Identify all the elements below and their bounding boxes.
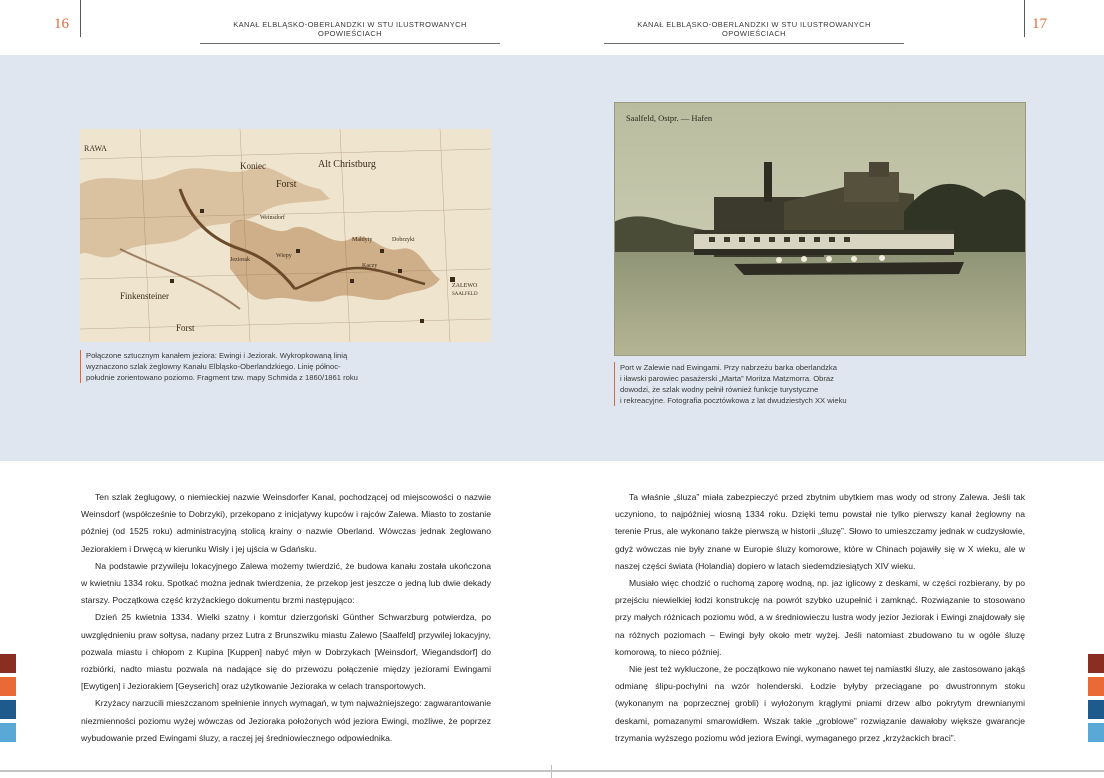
paragraph: Krzyżacy narzucili mieszczanom spełnienie innych wymagań, w tym najważniejszego: zagwarantowanie niezmienności poziomu wyżej wówczas od Jezioraka położonych wód jeziora Ewingi, możliwe, że poprzez wybudowanie przed Ewingami śluzy, a raczej jej średniowiecznego odpowiednika. [81,698,491,743]
page-header [0,0,1104,55]
caption-line: dowodzi, że szlak wodny pełnił również funkcje turystyczne [620,385,819,394]
caption-line: południe zorientowano poziomo. Fragment tzw. mapy Schmida z 1860/1861 roku [86,373,358,382]
map-label: RAWA [84,144,107,153]
map-label: SAALFELD [452,292,478,297]
right-page-number: 17 [1032,16,1047,32]
right-running-title: KANAŁ ELBLĄSKO-OBERLANDZKI W STU ILUSTROWANYCH OPOWIEŚCIACH [604,20,904,44]
historic-map-image [80,129,491,342]
left-running-title: KANAŁ ELBLĄSKO-OBERLANDZKI W STU ILUSTROWANYCH OPOWIEŚCIACH [200,20,500,44]
map-label: Forst [276,179,297,190]
chapter-tab [0,654,16,673]
paragraph: Musiało więc chodzić o ruchomą zaporę wodną, np. jaz iglicowy z deskami, w części rozbierany, by po przejściu niewielkiej łodzi konstrukcję na powrót szybko uzupełnić i zamknąć. Rozwiązanie to stosowano przy małych różnicach poziomu wód, a w średniowieczu lustra wody jezior Jeziorak i Ewingi znajdowały się na różnych poziomach – Ewingi były około metr wyżej. Jeśli natomiast zbudowano tu w ogóle śluzę komorową, to nieco później. [615,578,1025,657]
right-body-text [615,489,1025,747]
map-label: ZALEWO [452,283,478,289]
chapter-tab [1088,677,1104,696]
left-body-text [81,489,491,747]
photo-caption [614,362,910,406]
map-label: Finkensteiner [120,291,169,301]
map-label: Kaczy [362,263,378,269]
paragraph: Dzień 25 kwietnia 1334. Wielki szatny i komtur dzierzgoński Günther Schwarzburg potwierdza, po uwzględnieniu praw sołtysa, nadany przez Lutra z Brunszwiku miastu Zalewo [Saalfeld] przywilej lokacyjny, pozwala miastu i chłopom z Kupina [Kuppen] nabyć młyn w Dobrzykach [Weinsdorf, Wiegandsdorf] do rozbiórki, nadto miastu pozwala na nadające się do przewozu połączenie między jeziorami Ewingami [Ewytigen] i Jeziorakiem [Geyserich] oraz użytkowanie Jezioraka w celach transportowych. [81,612,491,692]
map-label: Wiepy [276,253,292,259]
map-label: Weinsdorf [260,215,285,221]
paragraph: Ten szlak żeglugowy, o niemieckiej nazwie Weinsdorfer Kanal, pochodzącej od miejscowości o nazwie Weinsdorf (współcześnie to Dobrzyki), przekopano z inicjatywy kupców i rajców Zalewa. Miasto to zostanie później (od 1525 roku) administracyjną stolicą krainy o nazwie Oberland. Wówczas jednak żeglowano Jeziorakiem i Drwęcą w kierunku Wisły i jej ujścia w Gdańsku. [81,492,491,554]
bottom-rule [0,770,1104,772]
postcard-photo-image [614,102,1026,356]
chapter-tab [0,700,16,719]
chapter-tab [1088,654,1104,673]
map-label: Alt Christburg [318,159,376,170]
chapter-tab [0,677,16,696]
caption-line: i rekreacyjne. Fotografia pocztówkowa z lat dwudziestych XX wieku [620,396,847,405]
caption-line: Port w Zalewie nad Ewingami. Przy nabrzeżu barka oberlandzka [620,363,837,372]
chapter-tab [0,723,16,742]
map-label: Dobrzyki [392,237,415,243]
left-page-number: 16 [54,16,69,32]
left-header-divider [80,0,81,37]
paragraph: Nie jest też wykluczone, że początkowo nie wykonano nawet tej namiastki śluzy, ale zastosowano jakąś odmianę ślipu-pochylni na wzór holenderski. Łodzie byłyby przeciągane po dwustronnym stoku (wykonanym na poprzecznej grobli) i wyłożonym krąglymi pniami drzew albo pokrytym drewnianymi deskami, pomazanymi smarowidłem. Wszak takie „groblowe” rozwiązanie dawałoby większe gwarancje trzymania wyższego poziomu wód jeziora Ewingi, wymaganego przez „krzyżackich braci”. [615,664,1025,743]
map-label: Forst [176,323,195,333]
paragraph: Ta właśnie „śluza” miała zabezpieczyć przed zbytnim ubytkiem mas wody od strony Zalewa. Jeśli tak uczyniono, to najpóźniej wiosną 1334 roku. Dzięki temu powstał nie tylko pierwszy kanał żeglowny na terenie Prus, ale wykonano także pierwszą w historii „śluzę”. Słowo to umieszczamy jednak w cudzysłowie, gdyż wówczas nie były znane w Europie śluzy komorowe, które w Chinach pojawiły się w X wieku, ale w naszej części świata (Holandia) dopiero w latach siedemdziesiątych XIV wieku. [615,492,1025,571]
right-header-divider [1024,0,1025,37]
caption-line: wyznaczono szlak żeglowny Kanału Elbląsko-Oberlandzkiego. Linię północ- [86,362,341,371]
chapter-tab [1088,700,1104,719]
chapter-tab [1088,723,1104,742]
map-caption [80,350,416,383]
paragraph: Na podstawie przywileju lokacyjnego Zalewa możemy twierdzić, że budowa kanału została ukończona w kwietniu 1334 roku. Spotkać można jednak twierdzenia, że przekop jest jeszcze o jedną lub dwie dekady starszy. Początkowa część krzyżackiego dokumentu brzmi następująco: [81,560,491,606]
map-label: Jeziorak [230,257,250,263]
caption-line: i iławski parowiec pasażerski „Marta” Moritza Matzmorra. Obraz [620,374,834,383]
map-label: Koniec [240,161,266,171]
map-label: Małdyty [352,237,373,243]
spine-divider [551,765,552,778]
postcard-title: Saalfeld, Ostpr. — Hafen [626,113,713,123]
caption-line: Połączone sztucznym kanałem jeziora: Ewingi i Jeziorak. Wykropkowaną linią [86,351,348,360]
